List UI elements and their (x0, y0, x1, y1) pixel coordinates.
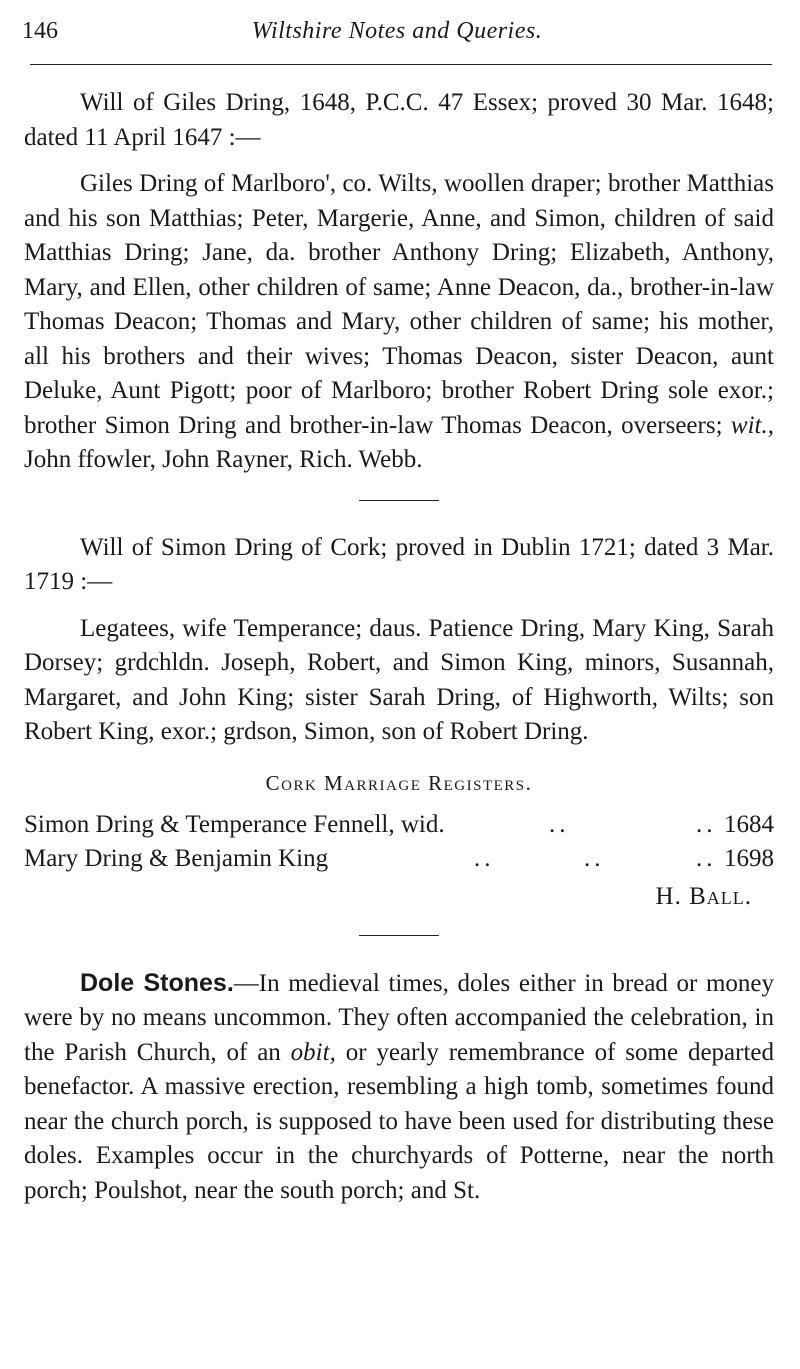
spacer (24, 478, 774, 500)
register-row (24, 808, 774, 842)
register-year: 1698 (724, 845, 774, 872)
will1-body-a: Giles Dring of Marlboro', co. Wilts, woollen draper; brother Matthias and his son Matthias; Peter, Margerie, Anne, and Simon, children of said Matthias Dring; Jane, da. brother Anthony Dring; Elizabeth, Anthony, Mary, and Ellen, other children of same; Anne Deacon, da., brother-in-law Thomas Deacon; Thomas and Mary, other children of same; his mother, all his brothers and their wives; Thomas Deacon, sister Deacon, aunt Deluke, Aunt Pigott; poor of Marlboro; brother Robert Dring sole exor.; brother Simon Dring and brother-in-law Thomas Deacon, overseers; (24, 170, 774, 439)
spacer (24, 800, 774, 808)
dole-text-b: or yearly remembrance of some departed benefactor. A massive erection, resembling a high tomb, sometimes found near the church porch, is supposed to have been used for distributing these doles. Examples occur in the churchyards of Potterne, near the north porch; Poulshot, near the south porch; and St. (24, 1038, 775, 1204)
spacer (24, 155, 774, 167)
spacer (24, 501, 774, 531)
leader-dots: .. (584, 845, 605, 872)
register-names: Mary Dring & Benjamin King (24, 845, 329, 872)
leader-dots: .. (549, 811, 570, 838)
will1-intro: Will of Giles Dring, 1648, P.C.C. 47 Essex; proved 30 Mar. 1648; dated 11 April 1647 :— (24, 89, 774, 151)
will1-body-b: , John ffowler, John Rayner, Rich. Webb. (24, 411, 774, 473)
register-names: Simon Dring & Temperance Fennell, wid. (24, 811, 445, 838)
header-rule (30, 64, 772, 65)
leader-dots: .. (474, 845, 495, 872)
will2-body: Legatees, wife Temperance; daus. Patience Dring, Mary King, Sarah Dorsey; grdchldn. Joseph, Robert, and Simon King, minors, Susannah, Margaret, and John King; sister Sarah Dring, of Highworth, Wilts; son Robert King, exor.; grdson, Simon, son of Robert Dring. (24, 614, 774, 745)
body-text (24, 86, 774, 1208)
dole-paragraph (24, 966, 774, 1209)
registers-heading: Cork Marriage Registers. (265, 770, 533, 795)
leader-dots: .. (696, 845, 717, 872)
wit-label: wit. (730, 411, 768, 439)
spacer (24, 750, 774, 766)
spacer (24, 915, 774, 935)
page-number: 146 (22, 18, 58, 44)
obit-term: obit, (290, 1038, 336, 1066)
running-head (22, 14, 772, 54)
signature: H. Ball. (655, 883, 752, 910)
dole-text-a: —In medieval times, doles either in bread or money were by no means uncommon. They often accompanied the celebration, in the Parish Church, of an (24, 969, 775, 1066)
spacer (24, 936, 774, 966)
dole-heading: Dole Stones. (80, 968, 234, 997)
register-row (24, 842, 774, 876)
will1-body (24, 167, 774, 478)
will2-intro: Will of Simon Dring of Cork; proved in Dublin 1721; dated 3 Mar. 1719 :— (24, 533, 774, 595)
running-title: Wiltshire Notes and Queries. (251, 18, 543, 44)
leader-dots: .. (696, 811, 717, 838)
register-year: 1684 (724, 811, 774, 838)
spacer (24, 600, 774, 612)
